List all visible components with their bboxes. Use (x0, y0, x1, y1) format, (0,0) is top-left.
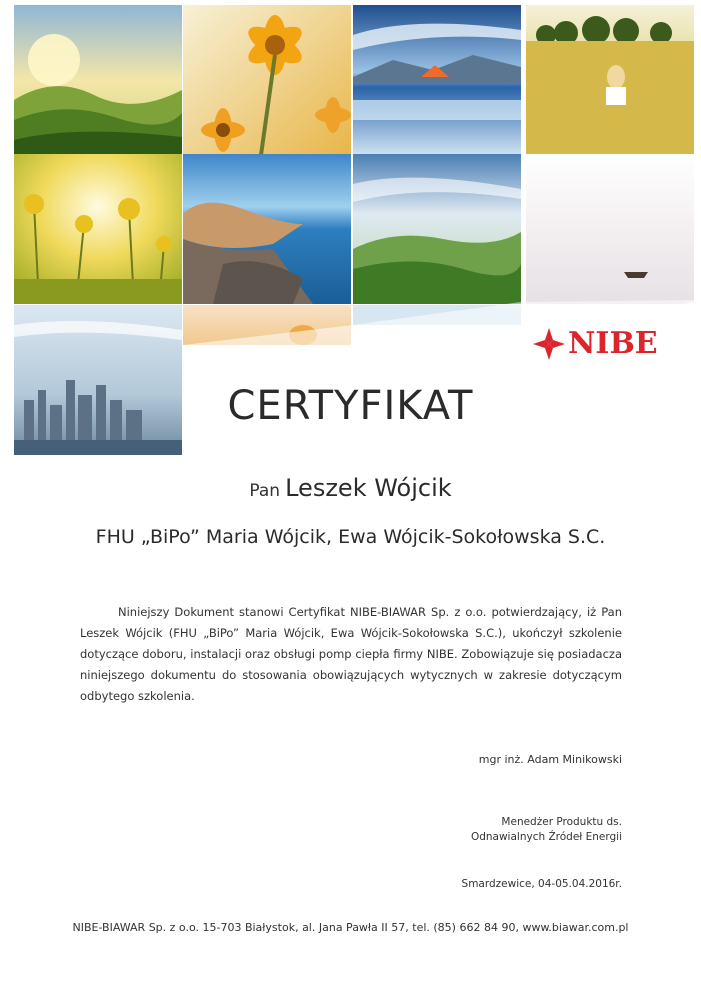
signer-role (471, 815, 622, 845)
recipient-honorific: Pan (249, 481, 281, 501)
recipient-name: Leszek Wójcik (285, 474, 452, 502)
signer-role-line-2: Odnawialnych Źródeł Energii (470, 831, 622, 843)
certificate-title: CERTYFIKAT (227, 383, 474, 429)
place-and-date: Smardzewice, 04-05.04.2016r. (461, 878, 622, 890)
nibe-logo (530, 324, 700, 364)
recipient-line (0, 474, 701, 502)
footer-address: NIBE-BIAWAR Sp. z o.o. 15-703 Białystok, al. Jana Pawła II 57, tel. (85) 662 84 90, www.biawar.com.pl (72, 921, 629, 934)
certificate-body: Niniejszy Dokument stanowi Certyfikat NIBE-BIAWAR Sp. z o.o. potwierdzający, iż Pan Leszek Wójcik (FHU „BiPo” Maria Wójcik, Ewa Wójcik-Sokołowska S.C.), ukończył szkolenie dotyczące doboru, instalacji oraz obsługi pomp ciepła firmy NIBE. Zobowiązuje się posiadacza niniejszego dokumentu do stosowania obowiązujących wytycznych w zakresie dotyczącym odbytego szkolenia. (80, 605, 622, 703)
nibe-wordmark: NIBE (568, 326, 658, 361)
nibe-emblem-icon (532, 327, 566, 361)
recipient-company: FHU „BiPo” Maria Wójcik, Ewa Wójcik-Sokołowska S.C. (95, 526, 606, 548)
signer-role-line-1: Menedżer Produktu ds. (501, 816, 622, 828)
signer-name: mgr inż. Adam Minikowski (478, 753, 622, 766)
